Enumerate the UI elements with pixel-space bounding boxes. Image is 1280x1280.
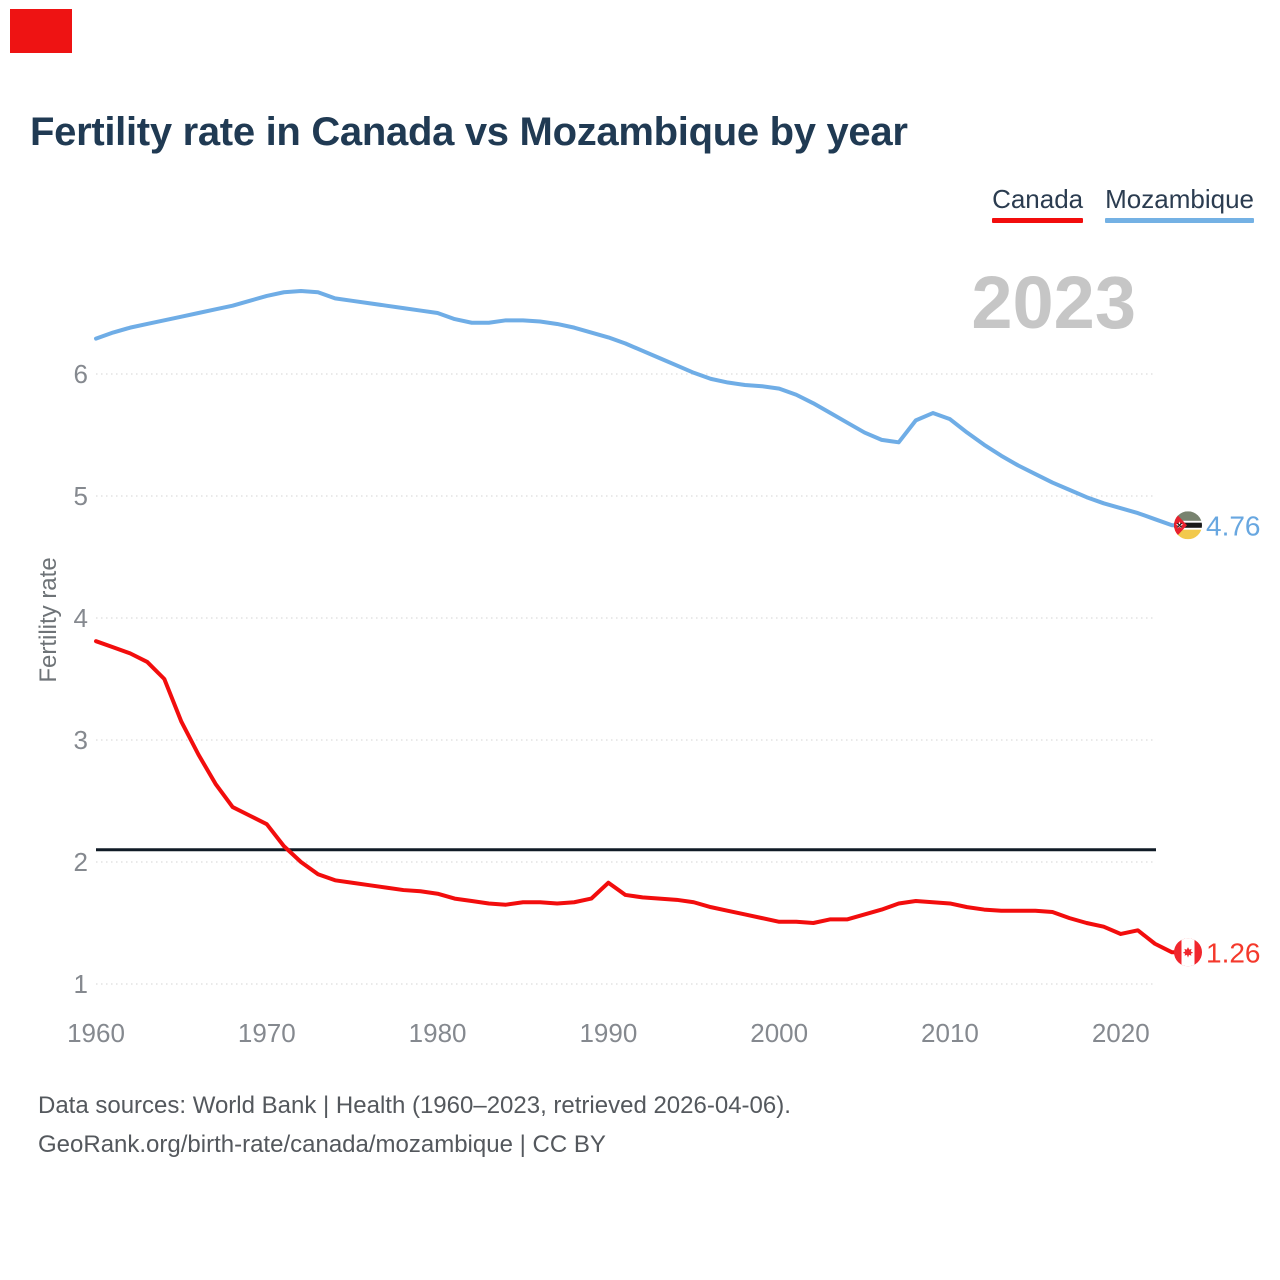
y-tick-label: 2 <box>73 847 88 877</box>
canada-end-value: 1.26 <box>1206 937 1261 969</box>
attribution-text: GeoRank.org/birth-rate/canada/mozambique | CC BY <box>38 1131 606 1158</box>
x-tick-label: 2010 <box>921 1018 979 1048</box>
legend-label-mozambique: Mozambique <box>1105 184 1254 214</box>
year-watermark: 2023 <box>971 261 1136 344</box>
mozambique-flag-icon <box>1174 511 1202 539</box>
x-tick-label: 1960 <box>67 1018 125 1048</box>
footer <box>38 1086 791 1164</box>
y-tick-label: 6 <box>73 359 88 389</box>
data-sources-text: Data sources: World Bank | Health (1960–2023, retrieved 2026-04-06). <box>38 1092 791 1119</box>
x-tick-label: 2000 <box>750 1018 809 1048</box>
y-axis-title: Fertility rate <box>35 557 62 683</box>
y-tick-label: 5 <box>73 481 88 511</box>
x-tick-label: 1970 <box>237 1018 296 1048</box>
page-title: Fertility rate in Canada vs Mozambique by year <box>30 110 908 154</box>
mozambique-line <box>96 291 1174 525</box>
canada-line <box>96 641 1174 952</box>
y-tick-label: 3 <box>73 725 88 755</box>
canada-flag-icon <box>1174 938 1202 966</box>
y-tick-label: 4 <box>73 603 88 633</box>
legend-label-canada: Canada <box>992 184 1084 214</box>
y-tick-label: 1 <box>73 969 88 999</box>
mozambique-end-value: 4.76 <box>1206 510 1261 542</box>
x-tick-label: 2020 <box>1091 1018 1150 1048</box>
x-tick-label: 1990 <box>579 1018 638 1048</box>
x-tick-label: 1980 <box>408 1018 467 1048</box>
